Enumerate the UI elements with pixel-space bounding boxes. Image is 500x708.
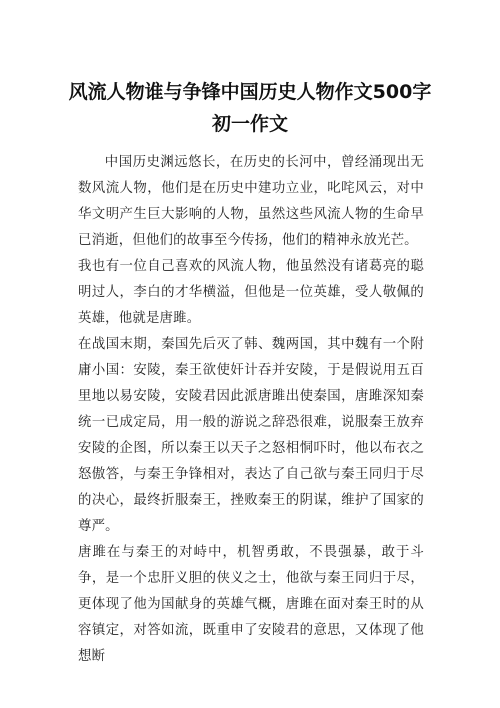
article-body xyxy=(78,150,424,670)
paragraph-story: 在战国末期，秦国先后灭了韩、魏两国，其中魏有一个附庸小国：安陵，秦王欲使奸计吞并安陵，于是假说用五百里地以易安陵，安陵君因此派唐雎出使秦国，唐雎深知秦统一已成定局，用一般的游说之辞恐很难，说服秦王放弃安陵的企图，所以秦王以天子之怒相恫吓时，他以布衣之怒傲答，与秦王争锋相对，表达了自己欲与秦王同归于尽的决心，最终折服秦王，挫败秦王的阴谋，维护了国家的尊严。 xyxy=(78,337,424,534)
paragraph-favorite-figure: 我也有一位自己喜欢的风流人物，他虽然没有诸葛亮的聪明过人，李白的才华横溢，但他是一位英雄，受人敬佩的英雄，他就是唐雎。 xyxy=(78,259,424,326)
paragraph-intro: 中国历史渊远悠长，在历史的长河中，曾经涌现出无数风流人物，他们是在历史中建功立业，叱咤风云，对中华文明产生巨大影响的人物，虽然这些风流人物的生命早已消逝，但他们的故事至今传扬，他们的精神永放光芒。 xyxy=(78,155,424,248)
paragraph-analysis: 唐雎在与秦王的对峙中，机智勇敢，不畏强暴，敢于斗争，是一个忠肝义胆的侠义之士，他欲与秦王同归于尽，更体现了他为国献身的英雄气概，唐雎在面对秦王时的从容镇定，对答如流，既重申了安陵君的意思，又体现了他想断 xyxy=(78,545,424,664)
article-title: 风流人物谁与争锋中国历史人物作文500字初一作文 xyxy=(68,81,432,135)
